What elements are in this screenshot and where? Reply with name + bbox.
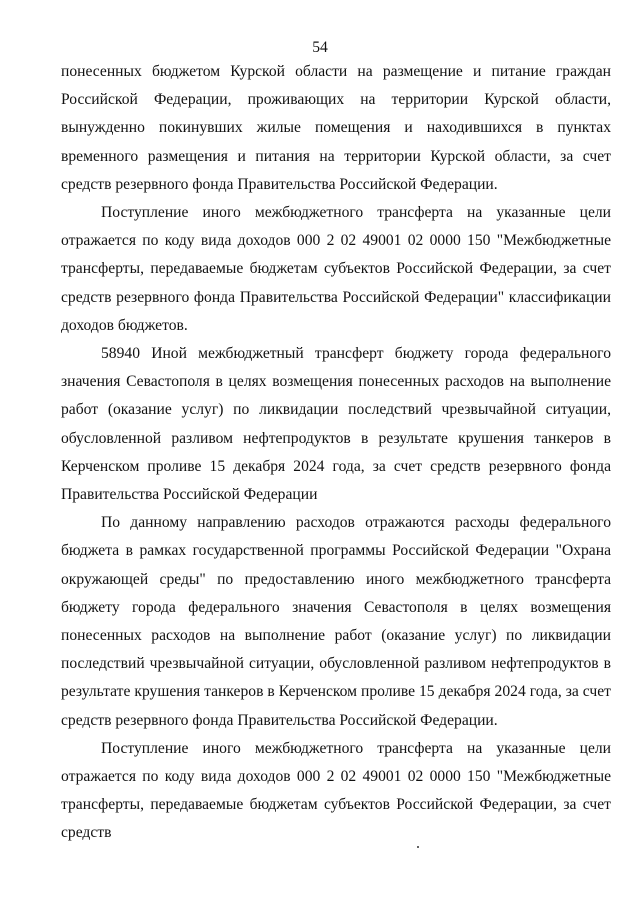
paragraph-section-58940: 58940 Иной межбюджетный трансферт бюджету города федерального значения Севастополя в целях возмещения понесенных расходов на выполнение работ (оказание услуг) по ликвидации последствий чрезвычайной ситуации, обусловленной разливом нефтепродуктов в результате крушения танкеров в Керченском проливе 15 декабря 2024 года, за счет средств резервного фонда Правительства Российской Федерации xyxy=(61,345,611,504)
paragraph-expense-direction: По данному направлению расходов отражаются расходы федерального бюджета в рамках государственной программы Российской Федерации "Охрана окружающей среды" по предоставлению иного межбюджетного трансферта бюджету города федерального значения Севастополя в целях возмещения понесенных расходов на выполнение работ (оказание услуг) по ликвидации последствий чрезвычайной ситуации, обусловленной разливом нефтепродуктов в результате крушения танкеров в Керченском проливе 15 декабря 2024 года, за счет средств резервного фонда Правительства Российской Федерации. xyxy=(61,514,611,729)
page-number: 54 xyxy=(312,39,328,56)
paragraph-revenue-code-1: Поступление иного межбюджетного трансферта на указанные цели отражается по коду вида доходов 000 2 02 49001 02 0000 150 "Межбюджетные трансферты, передаваемые бюджетам субъектов Российской Федерации, за счет средств резервного фонда Правительства Российской Федерации" классификации доходов бюджетов. xyxy=(61,204,611,334)
paragraph-revenue-code-2: Поступление иного межбюджетного трансферта на указанные цели отражается по коду вида доходов 000 2 02 49001 02 0000 150 "Межбюджетные трансферты, передаваемые бюджетам субъектов Российской Федерации, за счет средств xyxy=(61,739,611,842)
document-body xyxy=(61,58,611,848)
scan-speck xyxy=(417,846,419,848)
paragraph-continuation: понесенных бюджетом Курской области на размещение и питание граждан Российской Федерации, проживающих на территории Курской области, вынужденно покинувших жилые помещения и находившихся в пунктах временного размещения и питания на территории Курской области, за счет средств резервного фонда Правительства Российской Федерации. xyxy=(61,63,611,193)
